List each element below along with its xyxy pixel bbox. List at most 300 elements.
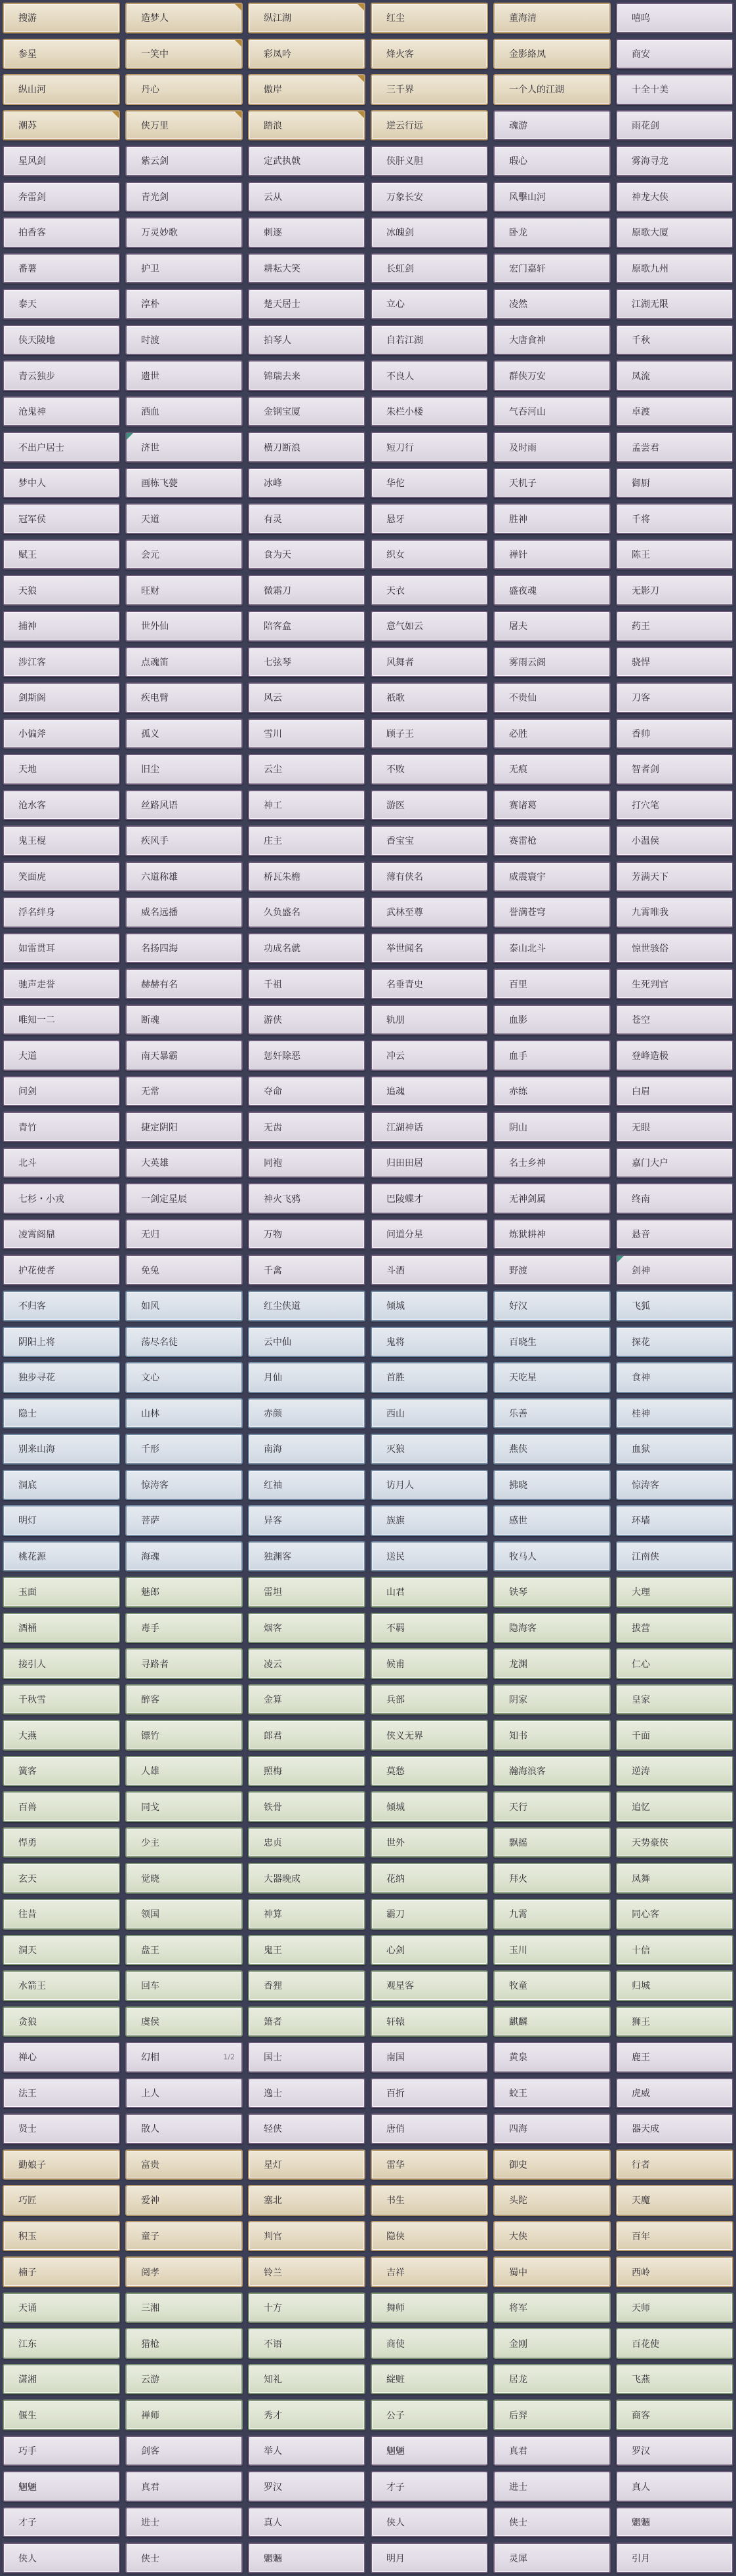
title-cell[interactable]: [493, 2471, 611, 2502]
title-cell[interactable]: [616, 539, 733, 570]
title-cell[interactable]: [248, 1613, 365, 1644]
title-cell[interactable]: [248, 1648, 365, 1679]
title-cell[interactable]: [3, 1183, 120, 1214]
title-cell[interactable]: [125, 1577, 243, 1608]
title-cell[interactable]: [248, 289, 365, 320]
title-cell[interactable]: [371, 110, 488, 141]
title-cell[interactable]: [3, 2221, 120, 2252]
title-cell[interactable]: [248, 360, 365, 391]
title-cell[interactable]: [371, 2543, 488, 2573]
title-cell[interactable]: [248, 611, 365, 642]
title-cell[interactable]: [616, 1219, 733, 1250]
title-cell[interactable]: [125, 74, 243, 105]
title-cell[interactable]: [616, 1291, 733, 1321]
title-cell[interactable]: [371, 2471, 488, 2502]
title-cell[interactable]: [616, 575, 733, 606]
title-cell[interactable]: [3, 325, 120, 356]
title-cell[interactable]: [248, 790, 365, 821]
title-cell[interactable]: [616, 1362, 733, 1393]
title-cell[interactable]: [493, 1111, 611, 1142]
title-cell[interactable]: [371, 968, 488, 999]
title-cell[interactable]: [248, 1183, 365, 1214]
title-cell[interactable]: [371, 396, 488, 427]
title-cell[interactable]: [125, 2221, 243, 2252]
title-cell[interactable]: [616, 2507, 733, 2538]
title-cell[interactable]: [371, 360, 488, 391]
title-cell[interactable]: [493, 2293, 611, 2323]
title-cell[interactable]: [3, 2113, 120, 2144]
title-cell[interactable]: [493, 1899, 611, 1930]
title-cell[interactable]: [616, 2006, 733, 2037]
title-cell[interactable]: [125, 2507, 243, 2538]
title-cell[interactable]: [125, 1076, 243, 1107]
title-cell[interactable]: [493, 2006, 611, 2037]
title-cell[interactable]: [493, 2364, 611, 2395]
title-cell[interactable]: [248, 2293, 365, 2323]
title-cell[interactable]: [248, 1111, 365, 1142]
title-cell[interactable]: [493, 1863, 611, 1894]
title-cell[interactable]: [616, 468, 733, 499]
title-cell[interactable]: [248, 3, 365, 33]
title-cell[interactable]: [3, 432, 120, 463]
title-cell[interactable]: [616, 933, 733, 964]
title-cell[interactable]: [616, 1899, 733, 1930]
title-cell[interactable]: [493, 1684, 611, 1715]
title-cell[interactable]: [616, 217, 733, 248]
title-cell[interactable]: [616, 1398, 733, 1429]
title-cell[interactable]: [371, 2293, 488, 2323]
title-cell[interactable]: [616, 2543, 733, 2573]
title-cell[interactable]: [616, 1827, 733, 1858]
title-cell[interactable]: [3, 396, 120, 427]
title-cell[interactable]: [371, 2006, 488, 2037]
title-cell[interactable]: [616, 1863, 733, 1894]
title-cell[interactable]: [371, 1183, 488, 1214]
title-cell[interactable]: [248, 182, 365, 213]
title-cell[interactable]: [493, 1827, 611, 1858]
title-cell[interactable]: [616, 2436, 733, 2466]
title-cell[interactable]: [3, 1291, 120, 1321]
title-cell[interactable]: [248, 2221, 365, 2252]
title-cell[interactable]: [3, 968, 120, 999]
title-cell[interactable]: [493, 2185, 611, 2216]
title-cell[interactable]: [493, 1935, 611, 1966]
title-cell[interactable]: [616, 1648, 733, 1679]
title-cell[interactable]: [616, 1470, 733, 1501]
title-cell[interactable]: [3, 647, 120, 678]
title-cell[interactable]: [493, 1327, 611, 1358]
title-cell[interactable]: [125, 539, 243, 570]
title-cell[interactable]: [3, 2471, 120, 2502]
title-cell[interactable]: [248, 1398, 365, 1429]
title-cell[interactable]: [3, 360, 120, 391]
title-cell[interactable]: [493, 1183, 611, 1214]
title-cell[interactable]: [616, 1505, 733, 1536]
title-cell[interactable]: [3, 2293, 120, 2323]
title-cell[interactable]: [125, 1541, 243, 1572]
title-cell[interactable]: [248, 468, 365, 499]
title-cell[interactable]: [371, 647, 488, 678]
title-cell[interactable]: [371, 611, 488, 642]
title-cell[interactable]: [248, 1505, 365, 1536]
title-cell[interactable]: [248, 39, 365, 70]
title-cell[interactable]: [3, 790, 120, 821]
title-cell[interactable]: [3, 2150, 120, 2180]
title-cell[interactable]: [125, 575, 243, 606]
title-cell[interactable]: [616, 3, 733, 33]
title-cell[interactable]: [3, 2543, 120, 2573]
title-cell[interactable]: [616, 1040, 733, 1071]
title-cell[interactable]: [125, 1255, 243, 1285]
title-cell[interactable]: [616, 2150, 733, 2180]
title-cell[interactable]: [616, 1720, 733, 1751]
title-cell[interactable]: [125, 862, 243, 892]
title-cell[interactable]: [616, 647, 733, 678]
title-cell[interactable]: [493, 1470, 611, 1501]
title-cell[interactable]: [371, 217, 488, 248]
title-cell[interactable]: [493, 3, 611, 33]
title-cell[interactable]: [248, 2328, 365, 2359]
title-cell[interactable]: [371, 39, 488, 70]
title-cell[interactable]: [248, 1935, 365, 1966]
title-cell[interactable]: [371, 1219, 488, 1250]
title-cell[interactable]: [371, 2399, 488, 2430]
title-cell[interactable]: [248, 2150, 365, 2180]
title-cell[interactable]: [3, 897, 120, 928]
title-cell[interactable]: [3, 1219, 120, 1250]
title-cell[interactable]: [493, 1398, 611, 1429]
title-cell[interactable]: [125, 39, 243, 70]
title-cell[interactable]: [125, 1935, 243, 1966]
title-cell[interactable]: [248, 1327, 365, 1358]
title-cell[interactable]: [125, 2293, 243, 2323]
title-cell[interactable]: [371, 1863, 488, 1894]
title-cell[interactable]: [493, 539, 611, 570]
title-cell[interactable]: [3, 503, 120, 534]
title-cell[interactable]: [125, 2256, 243, 2287]
title-cell[interactable]: [3, 2078, 120, 2109]
title-cell[interactable]: [493, 289, 611, 320]
title-cell[interactable]: [493, 110, 611, 141]
title-cell[interactable]: [493, 503, 611, 534]
title-cell[interactable]: [248, 1148, 365, 1178]
title-cell[interactable]: [616, 253, 733, 284]
title-cell[interactable]: [248, 2078, 365, 2109]
title-cell[interactable]: [248, 862, 365, 892]
title-cell[interactable]: [616, 897, 733, 928]
title-cell[interactable]: [371, 1327, 488, 1358]
title-cell[interactable]: [3, 1720, 120, 1751]
title-cell[interactable]: [616, 110, 733, 141]
title-cell[interactable]: [616, 825, 733, 856]
title-cell[interactable]: [248, 1434, 365, 1465]
title-cell[interactable]: [371, 1935, 488, 1966]
title-cell[interactable]: [493, 217, 611, 248]
title-cell[interactable]: [125, 1827, 243, 1858]
title-cell[interactable]: [3, 2042, 120, 2073]
title-cell[interactable]: [125, 1327, 243, 1358]
title-cell[interactable]: [248, 217, 365, 248]
title-cell[interactable]: [493, 1040, 611, 1071]
title-cell[interactable]: [493, 1505, 611, 1536]
title-cell[interactable]: [3, 1434, 120, 1465]
title-cell[interactable]: [125, 1183, 243, 1214]
title-cell[interactable]: [248, 539, 365, 570]
title-cell[interactable]: [493, 1076, 611, 1107]
title-cell[interactable]: [493, 2256, 611, 2287]
title-cell[interactable]: [248, 2185, 365, 2216]
title-cell[interactable]: [248, 2042, 365, 2073]
title-cell[interactable]: [493, 718, 611, 749]
title-cell[interactable]: [3, 682, 120, 713]
title-cell[interactable]: [125, 2328, 243, 2359]
title-cell[interactable]: [616, 1970, 733, 2001]
title-cell[interactable]: [371, 468, 488, 499]
title-cell[interactable]: [125, 754, 243, 785]
title-cell[interactable]: [248, 2436, 365, 2466]
title-cell[interactable]: [125, 1791, 243, 1822]
title-cell[interactable]: [493, 1148, 611, 1178]
title-cell[interactable]: [616, 2471, 733, 2502]
title-cell[interactable]: [371, 1720, 488, 1751]
title-cell[interactable]: [3, 1970, 120, 2001]
title-cell[interactable]: [371, 1613, 488, 1644]
title-cell[interactable]: [248, 1255, 365, 1285]
title-cell[interactable]: [125, 1648, 243, 1679]
title-cell[interactable]: [493, 2328, 611, 2359]
title-cell[interactable]: [125, 2185, 243, 2216]
title-cell[interactable]: [248, 1791, 365, 1822]
title-cell[interactable]: [3, 1327, 120, 1358]
title-cell[interactable]: [616, 396, 733, 427]
title-cell[interactable]: [248, 1076, 365, 1107]
title-cell[interactable]: [616, 682, 733, 713]
title-cell[interactable]: [248, 110, 365, 141]
title-cell[interactable]: [3, 1362, 120, 1393]
title-cell[interactable]: [616, 1183, 733, 1214]
title-cell[interactable]: [248, 1470, 365, 1501]
title-cell[interactable]: [371, 2256, 488, 2287]
title-cell[interactable]: [125, 146, 243, 177]
title-cell[interactable]: [493, 862, 611, 892]
title-cell[interactable]: [371, 2042, 488, 2073]
title-cell[interactable]: [371, 790, 488, 821]
title-cell[interactable]: [3, 2364, 120, 2395]
title-cell[interactable]: [248, 325, 365, 356]
title-cell[interactable]: [3, 1791, 120, 1822]
title-cell[interactable]: [371, 2150, 488, 2180]
title-cell[interactable]: [125, 2113, 243, 2144]
title-cell[interactable]: [493, 2436, 611, 2466]
title-cell[interactable]: [125, 825, 243, 856]
title-cell[interactable]: [248, 2364, 365, 2395]
title-cell[interactable]: [248, 682, 365, 713]
title-cell[interactable]: [371, 2113, 488, 2144]
title-cell[interactable]: [371, 825, 488, 856]
title-cell[interactable]: [248, 253, 365, 284]
title-cell[interactable]: [3, 468, 120, 499]
title-cell[interactable]: [493, 1613, 611, 1644]
title-cell[interactable]: [125, 2436, 243, 2466]
title-cell[interactable]: [493, 1577, 611, 1608]
title-cell[interactable]: [125, 1756, 243, 1787]
title-cell[interactable]: [493, 1434, 611, 1465]
title-cell[interactable]: [493, 432, 611, 463]
title-cell[interactable]: [616, 2328, 733, 2359]
title-cell[interactable]: [616, 39, 733, 70]
title-cell[interactable]: [371, 1791, 488, 1822]
title-cell[interactable]: [371, 1040, 488, 1071]
title-cell[interactable]: [371, 2364, 488, 2395]
title-cell[interactable]: [248, 1577, 365, 1608]
title-cell[interactable]: [371, 1362, 488, 1393]
title-cell[interactable]: [493, 1291, 611, 1321]
title-cell[interactable]: [125, 682, 243, 713]
title-cell[interactable]: [3, 1040, 120, 1071]
title-cell[interactable]: [371, 1005, 488, 1035]
title-cell[interactable]: [371, 754, 488, 785]
title-cell[interactable]: [248, 1219, 365, 1250]
title-cell[interactable]: [493, 182, 611, 213]
title-cell[interactable]: [248, 1863, 365, 1894]
title-cell[interactable]: [125, 1362, 243, 1393]
title-cell[interactable]: [248, 503, 365, 534]
title-cell[interactable]: [371, 682, 488, 713]
title-cell[interactable]: [616, 2042, 733, 2073]
title-cell[interactable]: [493, 897, 611, 928]
title-cell[interactable]: [125, 2364, 243, 2395]
title-cell[interactable]: [616, 2293, 733, 2323]
title-cell[interactable]: [248, 146, 365, 177]
title-cell[interactable]: [125, 3, 243, 33]
title-cell[interactable]: [3, 39, 120, 70]
title-cell[interactable]: [125, 1899, 243, 1930]
title-cell[interactable]: [3, 539, 120, 570]
title-cell[interactable]: [371, 74, 488, 105]
title-cell[interactable]: [616, 1111, 733, 1142]
title-cell[interactable]: [371, 897, 488, 928]
title-cell[interactable]: [616, 1005, 733, 1035]
title-cell[interactable]: [493, 754, 611, 785]
title-cell[interactable]: [493, 74, 611, 105]
title-cell[interactable]: [371, 933, 488, 964]
title-cell[interactable]: [125, 2543, 243, 2573]
title-cell[interactable]: [3, 217, 120, 248]
title-cell[interactable]: [3, 2006, 120, 2037]
title-cell[interactable]: [248, 1720, 365, 1751]
title-cell[interactable]: [493, 253, 611, 284]
title-cell[interactable]: [493, 1720, 611, 1751]
title-cell[interactable]: [3, 1255, 120, 1285]
title-cell[interactable]: [3, 1541, 120, 1572]
title-cell[interactable]: [616, 1076, 733, 1107]
title-cell[interactable]: [3, 2185, 120, 2216]
title-cell[interactable]: [616, 2364, 733, 2395]
title-cell[interactable]: [125, 1470, 243, 1501]
title-cell[interactable]: [371, 575, 488, 606]
title-cell[interactable]: [125, 933, 243, 964]
title-cell[interactable]: [248, 2256, 365, 2287]
title-cell[interactable]: [493, 39, 611, 70]
title-cell[interactable]: [616, 1577, 733, 1608]
title-cell[interactable]: [3, 2328, 120, 2359]
title-cell[interactable]: [616, 790, 733, 821]
title-cell[interactable]: [493, 2113, 611, 2144]
title-cell[interactable]: [616, 2256, 733, 2287]
title-cell[interactable]: [125, 897, 243, 928]
title-cell[interactable]: [616, 754, 733, 785]
title-cell[interactable]: [371, 1291, 488, 1321]
title-cell[interactable]: [125, 1684, 243, 1715]
title-cell[interactable]: [248, 647, 365, 678]
title-cell[interactable]: [493, 2399, 611, 2430]
title-cell[interactable]: [125, 790, 243, 821]
title-cell[interactable]: [3, 1505, 120, 1536]
title-cell[interactable]: [3, 74, 120, 105]
title-cell[interactable]: [248, 1827, 365, 1858]
title-cell[interactable]: [371, 1111, 488, 1142]
title-cell[interactable]: [616, 2399, 733, 2430]
title-cell[interactable]: [248, 1899, 365, 1930]
title-cell[interactable]: [493, 360, 611, 391]
title-cell[interactable]: [371, 289, 488, 320]
title-cell[interactable]: [371, 1505, 488, 1536]
title-cell[interactable]: [125, 1111, 243, 1142]
title-cell[interactable]: [616, 432, 733, 463]
title-cell[interactable]: [248, 575, 365, 606]
title-cell[interactable]: [493, 682, 611, 713]
title-cell[interactable]: [493, 1541, 611, 1572]
title-cell[interactable]: [3, 718, 120, 749]
title-cell[interactable]: [493, 2078, 611, 2109]
title-cell[interactable]: [616, 360, 733, 391]
title-cell[interactable]: [616, 1684, 733, 1715]
title-cell[interactable]: [248, 897, 365, 928]
title-cell[interactable]: [125, 611, 243, 642]
title-cell[interactable]: [493, 825, 611, 856]
title-cell[interactable]: [616, 1613, 733, 1644]
title-cell[interactable]: [3, 1935, 120, 1966]
title-cell[interactable]: [248, 754, 365, 785]
title-cell[interactable]: [125, 647, 243, 678]
title-cell[interactable]: [3, 146, 120, 177]
title-cell[interactable]: [616, 182, 733, 213]
title-cell[interactable]: [493, 1756, 611, 1787]
title-cell[interactable]: [371, 1398, 488, 1429]
title-cell[interactable]: [248, 1970, 365, 2001]
title-cell[interactable]: [371, 1684, 488, 1715]
title-cell[interactable]: [125, 2042, 243, 2073]
title-cell[interactable]: [3, 1076, 120, 1107]
title-cell[interactable]: [3, 2436, 120, 2466]
title-cell[interactable]: [616, 503, 733, 534]
title-cell[interactable]: [616, 2078, 733, 2109]
title-cell[interactable]: [371, 253, 488, 284]
title-cell[interactable]: [125, 1613, 243, 1644]
title-cell[interactable]: [3, 933, 120, 964]
title-cell[interactable]: [371, 432, 488, 463]
title-cell[interactable]: [125, 360, 243, 391]
title-cell[interactable]: [3, 1684, 120, 1715]
title-cell[interactable]: [125, 1005, 243, 1035]
title-cell[interactable]: [493, 325, 611, 356]
title-cell[interactable]: [3, 1148, 120, 1178]
title-cell[interactable]: [493, 611, 611, 642]
title-cell[interactable]: [371, 1470, 488, 1501]
title-cell[interactable]: [616, 1791, 733, 1822]
title-cell[interactable]: [125, 718, 243, 749]
title-cell[interactable]: [248, 396, 365, 427]
